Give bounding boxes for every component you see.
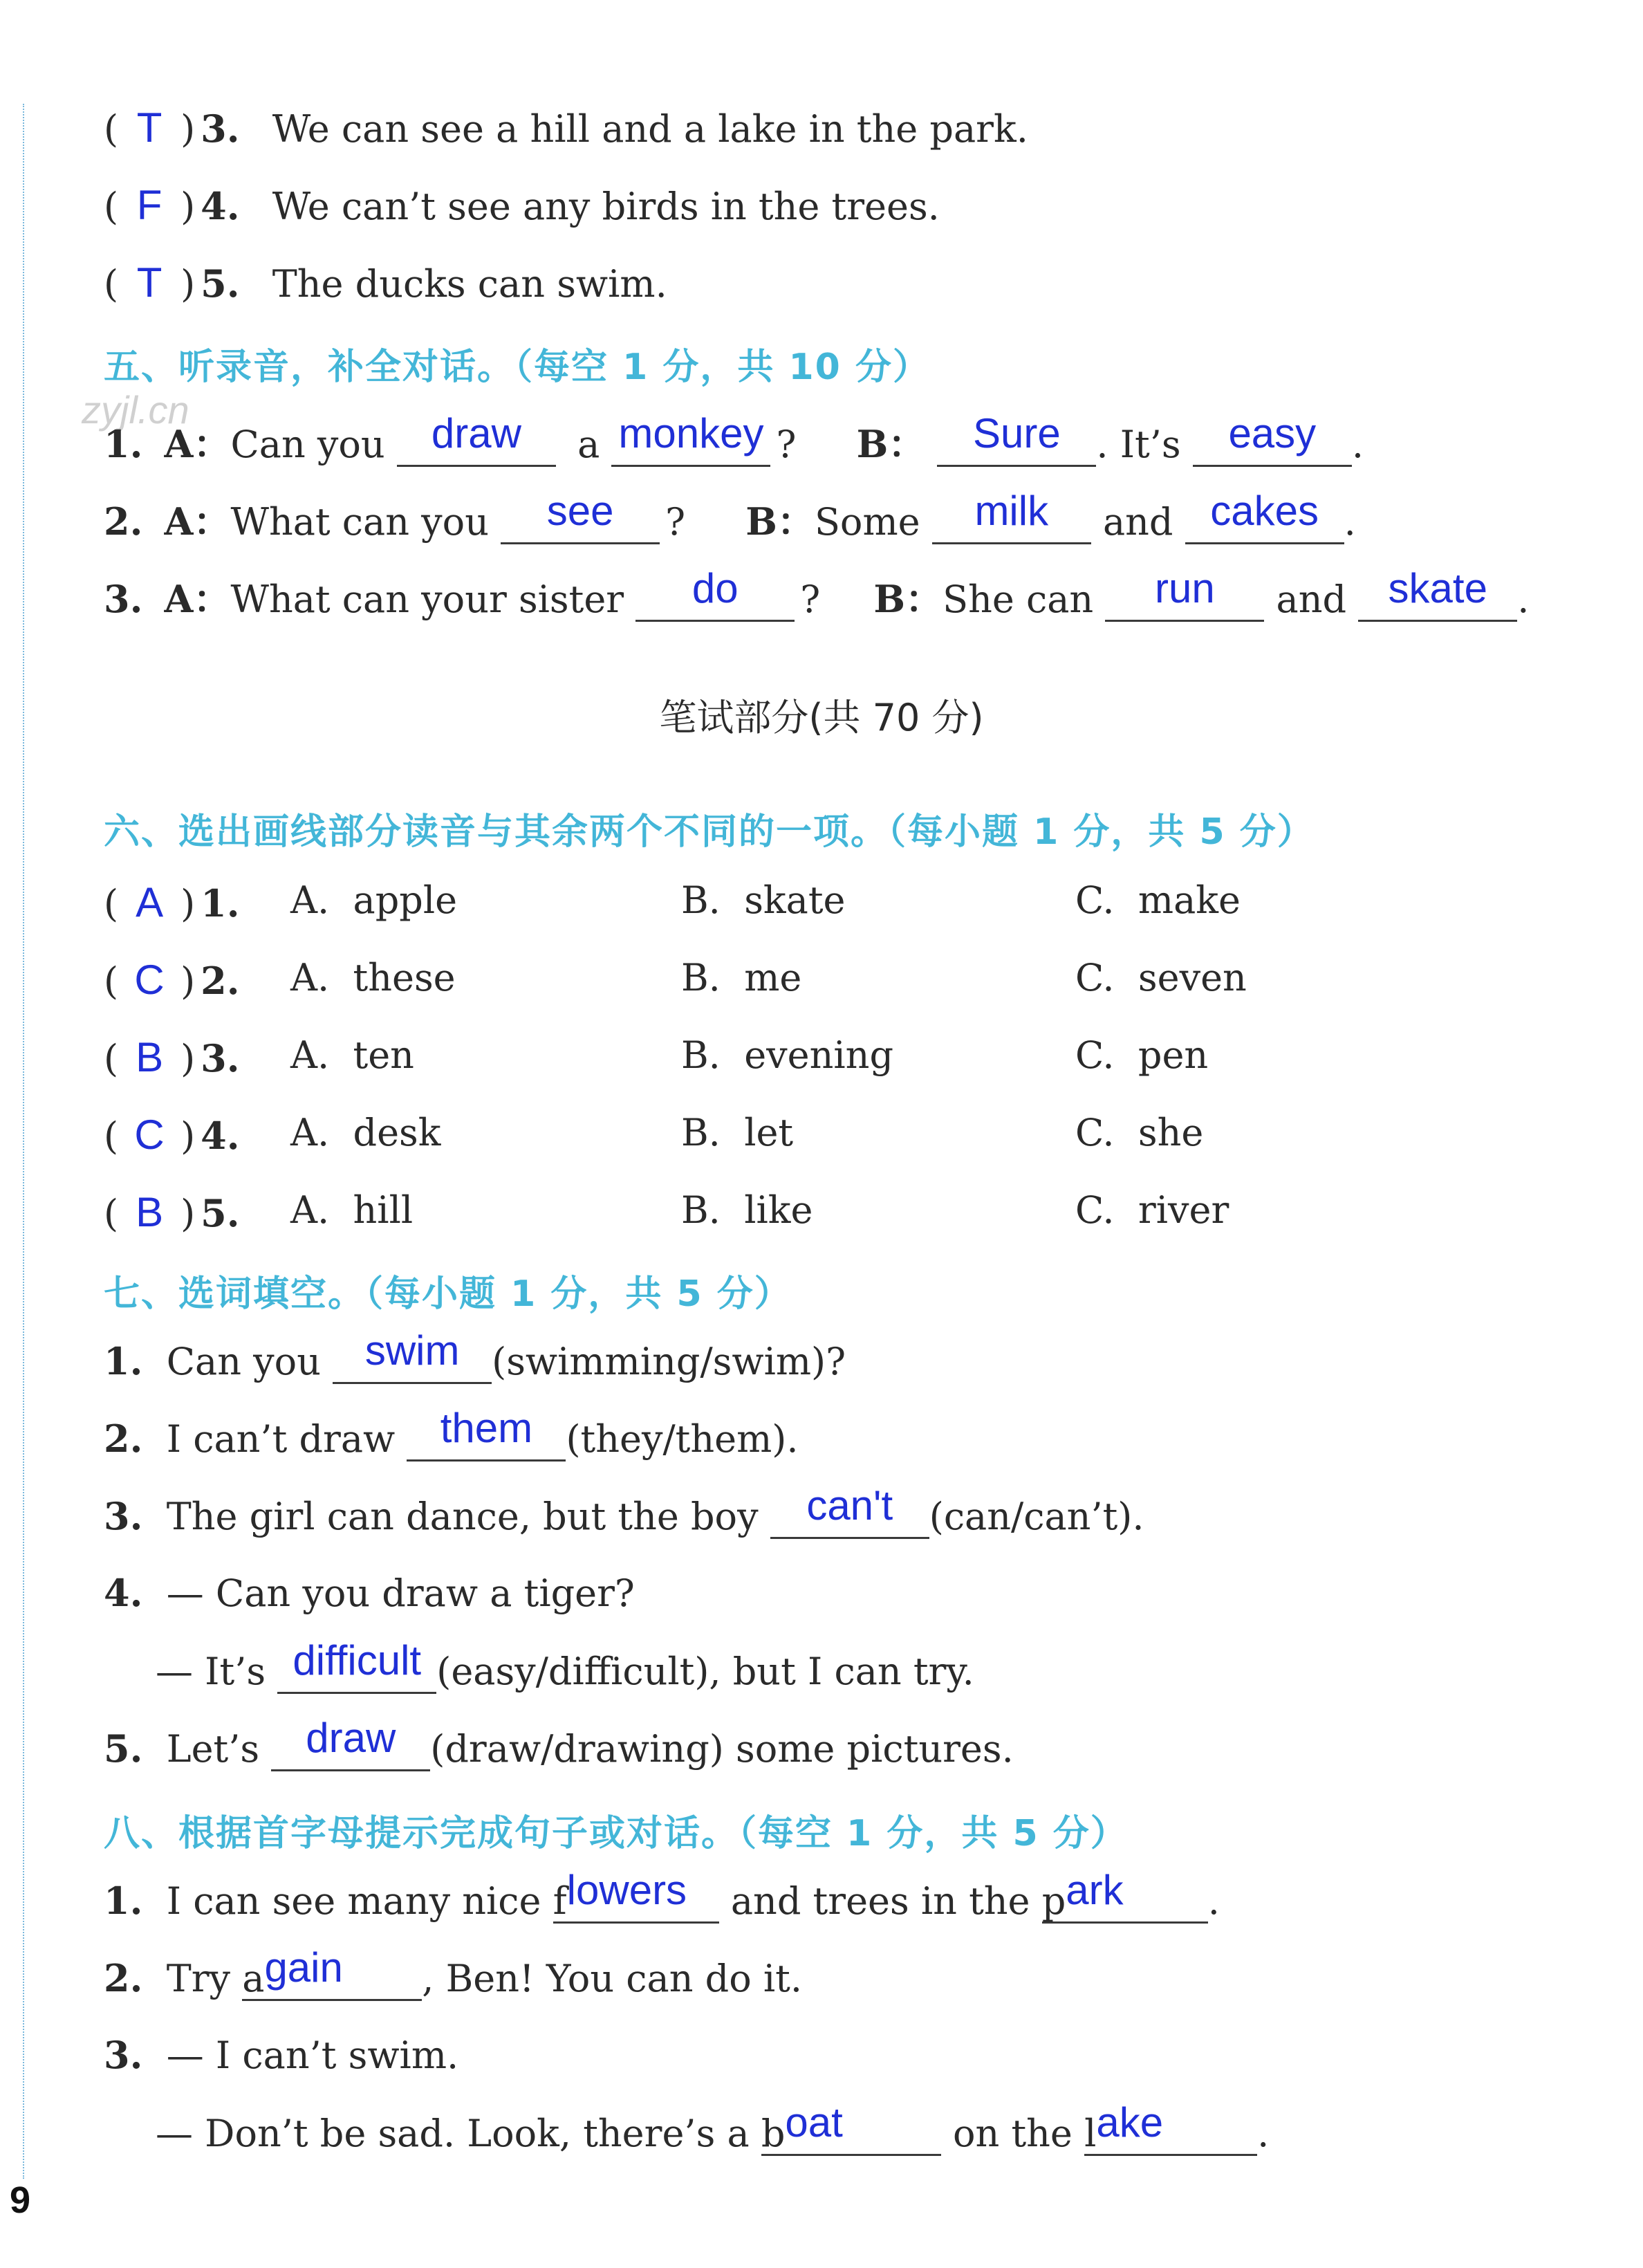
dialog-line-3: 3. A：What can your sister do ? B：She can run and skate .	[104, 565, 1530, 621]
answer-blank: park	[1042, 1878, 1208, 1924]
item-number: 1.	[104, 422, 143, 466]
item-number: 5.	[201, 261, 240, 306]
option-a: A. ten	[290, 1033, 414, 1077]
mc-item: ( C ) 4.	[104, 1112, 240, 1158]
first-letter-hint: f	[553, 1879, 567, 1923]
answer-blank: cakes	[1185, 499, 1344, 544]
tf-answer: T	[136, 104, 163, 151]
option-word: evening	[744, 1033, 894, 1077]
option-c: C. she	[1075, 1111, 1204, 1154]
hint-item: 1. I can see many nice flowers and trees in the park .	[104, 1867, 1220, 1923]
option-word: she	[1138, 1111, 1204, 1154]
answer-blank: difficult	[277, 1648, 436, 1694]
option-c: C. make	[1075, 878, 1241, 922]
answer-blank: boat	[761, 2110, 941, 2156]
tf-item: ( F ) 4. We can’t see any birds in the trees.	[104, 182, 940, 228]
item-number: 2.	[104, 499, 143, 544]
option-b: B. me	[681, 956, 802, 999]
written-part-title: 笔试部分(共 70 分)	[659, 696, 984, 739]
option-word: these	[353, 956, 456, 999]
answer-blank: flowers	[553, 1878, 719, 1924]
hint-item: 3. — I can’t swim.	[104, 2033, 459, 2077]
answer-blank: run	[1105, 576, 1264, 622]
option-word: apple	[353, 878, 458, 922]
mc-item: ( C ) 2.	[104, 957, 240, 1003]
first-letter-hint: l	[1084, 2112, 1097, 2155]
answer-blank: easy	[1193, 421, 1352, 467]
answer-blank: draw	[397, 421, 556, 467]
item-number: 3.	[104, 577, 143, 621]
answer-blank: monkey	[611, 421, 770, 467]
tf-statement: The ducks can swim.	[272, 262, 667, 306]
option-b: B. like	[681, 1188, 813, 1232]
section-5-title: 五、听录音，补全对话。（每空 1 分，共 10 分）	[104, 347, 930, 388]
tf-item: ( T ) 3. We can see a hill and a lake in the park.	[104, 104, 1028, 151]
tf-statement: We can see a hill and a lake in the park.	[272, 107, 1028, 151]
dialog-line-1: 1. A：Can you draw a monkey ? B： Sure . It’s easy .	[104, 410, 1364, 466]
option-a: A. these	[290, 956, 456, 999]
option-c: C. seven	[1075, 956, 1247, 999]
speaker-b-label: B：	[873, 577, 943, 621]
section-6-title: 六、选出画线部分读音与其余两个不同的一项。（每小题 1 分，共 5 分）	[104, 811, 1315, 853]
tf-answer: F	[136, 182, 163, 228]
answer-blank: draw	[271, 1726, 430, 1771]
option-word: ten	[353, 1033, 414, 1077]
answer-blank: them	[407, 1416, 566, 1462]
item-number: 3.	[201, 107, 240, 151]
mc-answer: B	[136, 1189, 164, 1235]
mc-item: ( B ) 5.	[104, 1189, 240, 1235]
option-word: hill	[353, 1188, 414, 1232]
option-b: B. evening	[681, 1033, 894, 1077]
mc-item: ( B ) 3.	[104, 1034, 240, 1080]
option-word: make	[1138, 878, 1241, 922]
option-c: C. river	[1075, 1188, 1229, 1232]
option-word: skate	[744, 878, 846, 922]
speaker-b-label: B：	[856, 422, 926, 466]
answer-blank: Sure	[937, 421, 1096, 467]
tf-answer: T	[136, 259, 163, 306]
answer-blank: see	[501, 499, 660, 544]
watermark: zyjl.cn	[82, 388, 189, 432]
fill-item: 4. — Can you draw a tiger?	[104, 1571, 635, 1615]
option-word: pen	[1138, 1033, 1209, 1077]
dialog-line-2: 2. A：What can you see ? B：Some milk and cakes .	[104, 488, 1356, 544]
speaker-b-label: B：	[745, 499, 815, 544]
mc-item: ( A ) 1.	[104, 879, 240, 925]
answer-blank: skate	[1358, 576, 1517, 622]
answer-blank: can't	[770, 1493, 929, 1539]
mc-answer: A	[136, 879, 164, 925]
mc-answer: C	[134, 957, 165, 1003]
option-b: B. let	[681, 1111, 794, 1154]
option-word: river	[1138, 1188, 1229, 1232]
speaker-a-label: A：	[164, 577, 231, 621]
speaker-a-label: A：	[164, 499, 231, 544]
section-8-title: 八、根据首字母提示完成句子或对话。（每空 1 分，共 5 分）	[104, 1813, 1128, 1854]
tf-statement: We can’t see any birds in the trees.	[272, 185, 940, 228]
option-a: A. hill	[290, 1188, 414, 1232]
fill-item: 5. Let’s draw (draw/drawing) some pictures.	[104, 1715, 1014, 1771]
margin-dotted-line	[23, 104, 24, 2179]
fill-item: 2. I can’t draw them (they/them).	[104, 1405, 799, 1461]
first-letter-hint: b	[761, 2112, 786, 2155]
hint-item-reply: — Don’t be sad. Look, there’s a boat on the lake .	[156, 2099, 1270, 2155]
tf-item: ( T ) 5. The ducks can swim.	[104, 259, 667, 306]
option-word: let	[744, 1111, 794, 1154]
fill-item: 1. Can you swim (swimming/swim)?	[104, 1327, 846, 1383]
speaker-a-label: A：	[164, 422, 231, 466]
option-a: A. desk	[290, 1111, 441, 1154]
option-b: B. skate	[681, 878, 846, 922]
hint-item: 2. Try again , Ben! You can do it.	[104, 1944, 803, 2000]
page-number: 9	[10, 2179, 31, 2221]
mc-answer: B	[136, 1034, 164, 1080]
option-word: me	[744, 956, 802, 999]
answer-blank: again	[242, 1955, 422, 2001]
first-letter-hint: a	[242, 1957, 265, 2000]
fill-item: 3. The girl can dance, but the boy can't (can/can’t).	[104, 1482, 1144, 1538]
dialog-text: Can you	[230, 423, 385, 466]
item-number: 4.	[201, 184, 240, 228]
answer-blank: do	[635, 576, 795, 622]
option-a: A. apple	[290, 878, 458, 922]
answer-blank: swim	[333, 1338, 492, 1384]
answer-blank: lake	[1084, 2110, 1257, 2156]
option-c: C. pen	[1075, 1033, 1209, 1077]
answer-blank: milk	[932, 499, 1091, 544]
first-letter-hint: p	[1041, 1879, 1066, 1923]
option-word: desk	[353, 1111, 441, 1154]
mc-answer: C	[134, 1112, 165, 1158]
option-word: like	[744, 1188, 813, 1232]
option-word: seven	[1138, 956, 1247, 999]
fill-item-reply: — It’s difficult (easy/difficult), but I can try.	[156, 1637, 974, 1693]
section-7-title: 七、选词填空。（每小题 1 分，共 5 分）	[104, 1273, 792, 1315]
